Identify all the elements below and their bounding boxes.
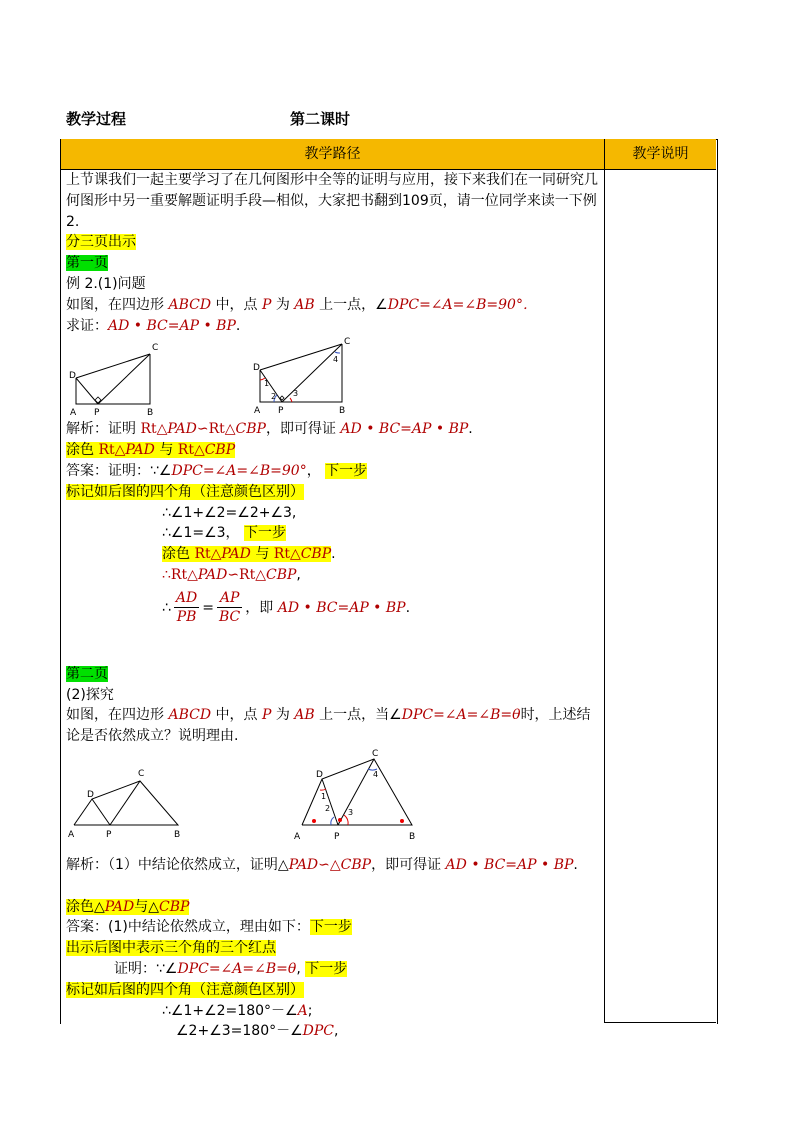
column-header-notes: 教学说明 [605, 139, 716, 170]
fig1-label-A: A [70, 408, 77, 419]
fig1-label-C: C [152, 343, 159, 354]
step-4: ∴Rt△PAD∽Rt△CBP, [162, 566, 301, 583]
fig4-label-P: P [334, 831, 340, 842]
fig4-label-C: C [372, 748, 379, 759]
figure-row-1 [66, 336, 600, 419]
fig4-label-B: B [409, 831, 416, 842]
step-2: ∴∠1=∠3， 下一步 [162, 525, 287, 542]
red-dots-instruction: 出示后图中表示三个角的三个红点 [66, 940, 276, 957]
figure-2 [252, 336, 362, 418]
fig4-angle-3: 3 [348, 807, 354, 817]
prove-statement: 求证：AD • BC=AP • BP. [66, 317, 241, 334]
intro-paragraph: 上节课我们一起主要学习了在几何图形中全等的证明与应用，接下来我们在一同研究几何图形中另一重要解题证明手段—相似，大家把书翻到109页，请一位同学来读一下例2. [66, 172, 598, 230]
column-header-path: 教学路径 [61, 139, 604, 170]
fig4-angle-2: 2 [325, 803, 331, 813]
lesson-title: 第二课时 [290, 110, 351, 128]
fig2-label-C: C [344, 337, 351, 348]
color-instruction-2: 涂色△PAD与△CBP [66, 898, 190, 915]
fig3-label-C: C [138, 768, 145, 779]
fig2-angle-2: 2 [271, 392, 277, 402]
color-instruction-1: 涂色 Rt△PAD 与 Rt△CBP [66, 442, 236, 459]
step-3: 涂色 Rt△PAD 与 Rt△CBP. [162, 546, 336, 563]
next-step-button[interactable]: 下一步 [305, 960, 348, 977]
fig1-label-D: D [69, 371, 76, 382]
figure-row-2 [66, 747, 600, 855]
step-2-2: ∠2+∠3=180°－∠DPC, [176, 1023, 339, 1040]
figure-1 [66, 338, 166, 418]
fig4-angle-4: 4 [373, 769, 379, 779]
fig3-label-B: B [174, 829, 181, 840]
fig3-label-P: P [106, 829, 112, 840]
step-1: ∴∠1+∠2=∠2+∠3, [162, 504, 297, 521]
section-title: 教学过程 [66, 110, 127, 128]
fig4-label-D: D [316, 769, 323, 780]
figure-3 [68, 761, 188, 843]
fig2-angle-4: 4 [333, 355, 339, 365]
notes-cell-bottom [604, 1022, 716, 1023]
fig2-label-P: P [278, 406, 284, 417]
teaching-path-content [66, 170, 600, 1042]
next-step-button[interactable]: 下一步 [309, 919, 352, 936]
example-title: 例 2.(1)问题 [66, 275, 146, 292]
split-pages-note: 分三页出示 [66, 234, 136, 251]
mark-angles-instruction: 标记如后图的四个角（注意颜色区别） [66, 483, 304, 500]
column-divider [604, 139, 605, 1023]
fig3-label-D: D [87, 789, 94, 800]
explore-title: (2)探究 [66, 686, 114, 703]
mark-angles-instruction-2: 标记如后图的四个角（注意颜色区别） [66, 981, 304, 998]
fig1-label-B: B [147, 408, 154, 419]
fig4-angle-1: 1 [321, 791, 327, 801]
fig2-angle-3: 3 [293, 389, 299, 399]
next-step-button[interactable]: 下一步 [244, 525, 287, 542]
figure-4 [294, 749, 424, 845]
problem-statement: 如图，在四边形 ABCD 中，点 P 为 AB 上一点，∠DPC=∠A=∠B=90°． [66, 296, 537, 313]
fig1-label-P: P [94, 408, 100, 419]
fig4-label-A: A [294, 831, 301, 842]
page2-label: 第二页 [66, 665, 108, 682]
fig2-label-D: D [253, 363, 260, 374]
fig2-angle-1: 1 [264, 379, 270, 389]
step-2-1: ∴∠1+∠2=180°－∠A; [162, 1002, 313, 1019]
answer-2: 答案：(1)中结论依然成立，理由如下：下一步 [66, 919, 352, 936]
analysis-2: 解析：（1）中结论依然成立，证明△PAD∽△CBP，即可得证 AD • BC=AP • BP. [66, 856, 578, 873]
explore-question: 如图，在四边形 ABCD 中，点 P 为 AB 上一点，当∠DPC=∠A=∠B=θ时，上述结论是否依然成立？说明理由. [66, 707, 591, 745]
fig3-label-A: A [68, 829, 75, 840]
proof-line: 证明：∵∠DPC=∠A=∠B=θ, 下一步 [114, 960, 348, 977]
page1-label: 第一页 [66, 255, 108, 272]
fig2-label-A: A [254, 406, 261, 417]
fig2-label-B: B [339, 406, 346, 417]
analysis-1: 解析：证明 Rt△PAD∽Rt△CBP，即可得证 AD • BC=AP • BP. [66, 421, 473, 438]
next-step-button[interactable]: 下一步 [325, 462, 368, 479]
step-5: ∴ $\frac{AD}{PB}$ = $\frac{AP}{BC}$ ，即 AD • BC=AP • BP. [162, 590, 411, 626]
answer-1: 答案：证明：∵∠DPC=∠A=∠B=90°， 下一步 [66, 462, 368, 479]
